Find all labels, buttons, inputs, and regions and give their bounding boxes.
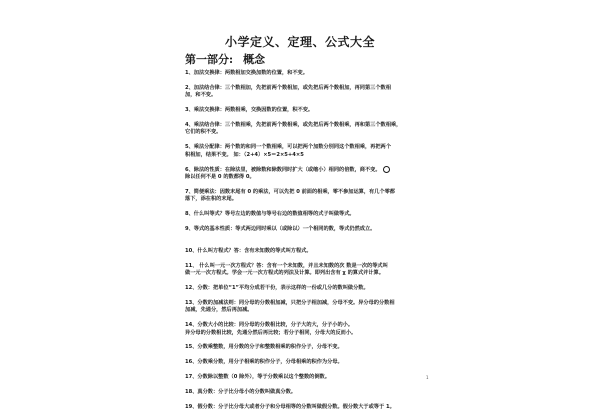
- paragraph-item: [185, 389, 415, 396]
- paragraph-item: [185, 359, 415, 366]
- paragraph-line: 异分母的分数相比较，先通分然后再比较；若分子相同，分母大的反而小。: [185, 329, 357, 336]
- paragraph-item: [185, 107, 415, 114]
- paragraph-item: [185, 263, 415, 277]
- paragraph-line: 13、分数的加减法则：同分母的分数相加减，只把分子相加减，分母不变。异分母的分数相: [185, 300, 395, 307]
- paragraph-line: 7、简便乘法：因数末尾有 0 的乘法，可以先把 0 前面的相乘，零不参加运算，有几个零都: [185, 188, 395, 195]
- paragraph-gap: [185, 181, 415, 189]
- paragraph-gap: [185, 77, 415, 85]
- paragraph-line: 6、除法的性质：在除法里，被除数和除数同时扩大（或缩小）相同的倍数，商不变。: [185, 166, 415, 173]
- paragraph-line: 做一元一次方程式。学会一元一次方程式的列法及计算。即列出含有 χ 的算式并计算。: [185, 270, 384, 277]
- paragraph-line: 12、分数：把单位“1”平均分成若干份，表示这样的一份或几分的数叫做分数。: [185, 285, 369, 292]
- paragraph-gap: [185, 292, 415, 300]
- paragraph-line: 落下，添在积的末尾。: [185, 195, 237, 202]
- paragraph-line: 积相加，结果不变。 如：（2+4）×5＝2×5+4×5: [185, 151, 304, 158]
- document-body: [185, 70, 415, 412]
- paragraph-gap: [185, 233, 415, 248]
- paragraph-line: 8、什么叫等式？等号左边的数值与等号右边的数值相等的式子叫做等式。: [185, 210, 355, 217]
- paragraph-line: 2、加法结合律：三个数相加，先把前两个数相加，或先把后两个数相加，再同第三个数相: [185, 84, 391, 91]
- paragraph-item: [185, 144, 415, 158]
- paragraph-line: 18、真分数：分子比分母小的分数叫做真分数。: [185, 389, 296, 396]
- circle-mark-icon: [383, 166, 390, 173]
- paragraph-line: 5、乘法分配律：两个数的和同一个数相乘，可以把两个加数分别同这个数相乘，再把两个: [185, 144, 391, 151]
- paragraph-line: 9、等式的基本性质：等式两边同时乘以（或除以）一个相同的数，等式仍然成立。: [185, 225, 376, 232]
- paragraph-line: 加减，先通分，然后再加减。: [185, 307, 253, 314]
- paragraph-line: 除以任何不是 0 的数都得 0。: [185, 173, 255, 180]
- paragraph-item: [185, 285, 415, 292]
- paragraph-item: [185, 166, 415, 180]
- paragraph-line: 11、 什么叫一元一次方程式？答：含有一个未知数，并且未知数的次 数是一次的等式叫: [185, 262, 388, 269]
- paragraph-item: [185, 70, 415, 77]
- paragraph-item: [185, 300, 415, 314]
- paragraph-gap: [185, 218, 415, 226]
- paragraph-gap: [185, 397, 415, 405]
- section-name: 概念: [243, 53, 266, 66]
- paragraph-line: 1、加法交换律：两数相加交换加数的位置，和不变。: [185, 70, 308, 76]
- document-title: 小学定义、定理、公式大全: [224, 35, 375, 49]
- paragraph-line: 4、乘法结合律：三个数相乘，先把前两个数相乘，或先把后两个数相乘，再和第三个数相乘，: [185, 122, 402, 129]
- paragraph-line: 14、分数大小的比较：同分母的分数相比较，分子大的大，分子小的小。: [185, 322, 354, 329]
- paragraph-line: 3、乘法交换律：两数相乘，交换因数的位置，积不变。: [185, 107, 314, 114]
- paragraph-gap: [185, 203, 415, 211]
- page-number: 1: [426, 375, 429, 380]
- paragraph-gap: [185, 159, 415, 167]
- paragraph-line: 19、假分数：分子比分母大或者分子和分母相等的分数叫做假分数。假分数大于或等于 1。: [185, 404, 395, 411]
- paragraph-item: [185, 248, 415, 255]
- paragraph-item: [185, 122, 415, 136]
- paragraph-item: [185, 189, 415, 203]
- paragraph-line: 加，和不变。: [185, 92, 217, 99]
- section-heading: [185, 51, 265, 67]
- paragraph-item: [185, 322, 415, 336]
- paragraph-gap: [185, 114, 415, 122]
- paragraph-line: 它们的积不变。: [185, 129, 222, 136]
- paragraph-gap: [185, 277, 415, 285]
- paragraph-item: [185, 344, 415, 351]
- paragraph-item: [185, 374, 415, 381]
- paragraph-gap: [185, 255, 415, 263]
- paragraph-line: 17、分数除以整数（0 除外），等于分数乘以这个整数的倒数。: [185, 374, 330, 381]
- paragraph-item: [185, 404, 415, 411]
- paragraph-line: 10、什么叫方程式？答：含有未知数的等式叫方程式。: [185, 248, 312, 254]
- paragraph-line: 15、分数乘整数，用分数的分子和整数相乘的积作分子，分母不变。: [185, 344, 343, 351]
- section-number: 第一部分:: [185, 53, 234, 66]
- paragraph-item: [185, 226, 415, 233]
- paragraph-line: 16、分数乘分数，用分子相乘的积作分子，分母相乘的积作为分母。: [185, 359, 343, 366]
- paragraph-gap: [185, 99, 415, 107]
- paragraph-item: [185, 85, 415, 99]
- paragraph-item: [185, 211, 415, 218]
